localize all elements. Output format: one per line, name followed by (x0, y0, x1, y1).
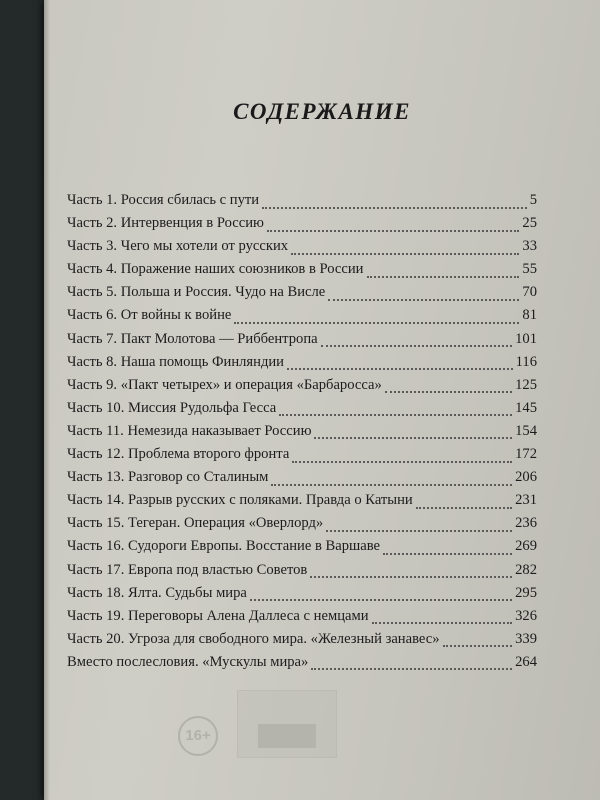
toc-entry-page-number: 231 (515, 492, 537, 509)
toc-entry-page-number: 70 (522, 284, 537, 301)
toc-entry-page-number: 116 (515, 353, 537, 370)
toc-leader-dots (321, 345, 512, 347)
toc-entry (67, 538, 537, 561)
toc-entry-page-number: 295 (515, 584, 537, 601)
toc-entry (67, 585, 537, 608)
toc-entry-title: Вместо послесловия. «Мускулы мира» (67, 653, 309, 670)
toc-entry-page-number: 282 (515, 561, 537, 578)
toc-entry (67, 354, 537, 377)
toc-entry-page-number: 33 (522, 238, 537, 255)
toc-leader-dots (443, 645, 513, 647)
toc-entry (67, 423, 537, 446)
toc-entry (67, 307, 537, 330)
toc-leader-dots (328, 299, 519, 301)
toc-entry-page-number: 101 (515, 330, 537, 347)
publisher-imprint-block (258, 724, 316, 748)
toc-entry (67, 331, 537, 354)
toc-entry-page-number: 145 (515, 399, 537, 416)
toc-leader-dots (383, 553, 512, 555)
toc-entry (67, 631, 537, 654)
toc-entry (67, 608, 537, 631)
toc-entry-title: Часть 10. Миссия Рудольфа Гесса (67, 399, 277, 416)
toc-leader-dots (372, 622, 513, 624)
toc-entry-page-number: 236 (515, 515, 537, 532)
toc-entry-title: Часть 7. Пакт Молотова — Риббентропа (67, 330, 318, 347)
toc-entry-page-number: 154 (515, 422, 537, 439)
toc-leader-dots (314, 437, 512, 439)
toc-entry-title: Часть 16. Судороги Европы. Восстание в Варшаве (67, 538, 381, 555)
toc-leader-dots (234, 322, 519, 324)
toc-entry-title: Часть 19. Переговоры Алена Даллеса с немцами (67, 607, 369, 624)
toc-entry-title: Часть 18. Ялта. Судьбы мира (67, 584, 247, 601)
toc-entry (67, 469, 537, 492)
toc-leader-dots (262, 207, 527, 209)
toc-entry-page-number: 5 (529, 192, 537, 208)
toc-leader-dots (367, 276, 520, 278)
toc-leader-dots (250, 599, 512, 601)
toc-entry-page-number: 81 (522, 307, 537, 324)
toc-entry-page-number: 206 (515, 469, 537, 486)
toc-entry (67, 215, 537, 238)
toc-entry (67, 238, 537, 261)
toc-entry-page-number: 25 (522, 215, 537, 232)
toc-leader-dots (267, 230, 519, 232)
toc-entry-title: Часть 1. Россия сбилась с пути (67, 192, 260, 208)
toc-leader-dots (416, 507, 512, 509)
toc-entry-title: Часть 20. Угроза для свободного мира. «Железный занавес» (67, 630, 440, 647)
toc-entry (67, 400, 537, 423)
toc-entry (67, 261, 537, 284)
toc-entry-title: Часть 6. От войны к войне (67, 307, 232, 324)
toc-entry (67, 284, 537, 307)
toc-leader-dots (311, 668, 512, 670)
toc-entry-title: Часть 2. Интервенция в Россию (67, 215, 264, 232)
toc-entry-title: Часть 8. Наша помощь Финляндии (67, 353, 284, 370)
toc-entry-title: Часть 9. «Пакт четырех» и операция «Барбаросса» (67, 376, 382, 393)
toc-leader-dots (385, 391, 512, 393)
toc-entry-page-number: 264 (515, 653, 537, 670)
toc-entry-title: Часть 13. Разговор со Сталиным (67, 469, 269, 486)
toc-leader-dots (310, 576, 512, 578)
toc-entry (67, 377, 537, 400)
toc-entry-page-number: 269 (515, 538, 537, 555)
toc-entry-page-number: 339 (515, 630, 537, 647)
toc-entry-title: Часть 11. Немезида наказывает Россию (67, 422, 312, 439)
toc-entry-title: Часть 15. Тегеран. Операция «Оверлорд» (67, 515, 324, 532)
toc-entry-title: Часть 17. Европа под властью Советов (67, 561, 308, 578)
toc-entry (67, 492, 537, 515)
toc-entry-title: Часть 12. Проблема второго фронта (67, 446, 290, 463)
toc-entry (67, 654, 537, 677)
toc-entry-title: Часть 5. Польша и Россия. Чудо на Висле (67, 284, 326, 301)
toc-entry (67, 192, 537, 215)
toc-entry-page-number: 172 (515, 446, 537, 463)
toc-entry (67, 562, 537, 585)
toc-entry-title: Часть 4. Поражение наших союзников в России (67, 261, 364, 278)
page-title: СОДЕРЖАНИЕ (233, 99, 411, 124)
toc-entry-title: Часть 14. Разрыв русских с поляками. Правда о Катыни (67, 492, 413, 509)
toc-entry-page-number: 125 (515, 376, 537, 393)
toc-leader-dots (326, 530, 512, 532)
age-rating-badge: 16+ (178, 716, 218, 756)
toc-leader-dots (271, 484, 512, 486)
toc-leader-dots (279, 414, 512, 416)
toc-entry (67, 515, 537, 538)
toc-leader-dots (287, 368, 513, 370)
toc-leader-dots (292, 461, 512, 463)
toc-entry (67, 446, 537, 469)
toc-entry-page-number: 326 (515, 607, 537, 624)
table-of-contents (67, 192, 537, 677)
toc-leader-dots (291, 253, 519, 255)
toc-entry-page-number: 55 (522, 261, 537, 278)
toc-entry-title: Часть 3. Чего мы хотели от русских (67, 238, 289, 255)
